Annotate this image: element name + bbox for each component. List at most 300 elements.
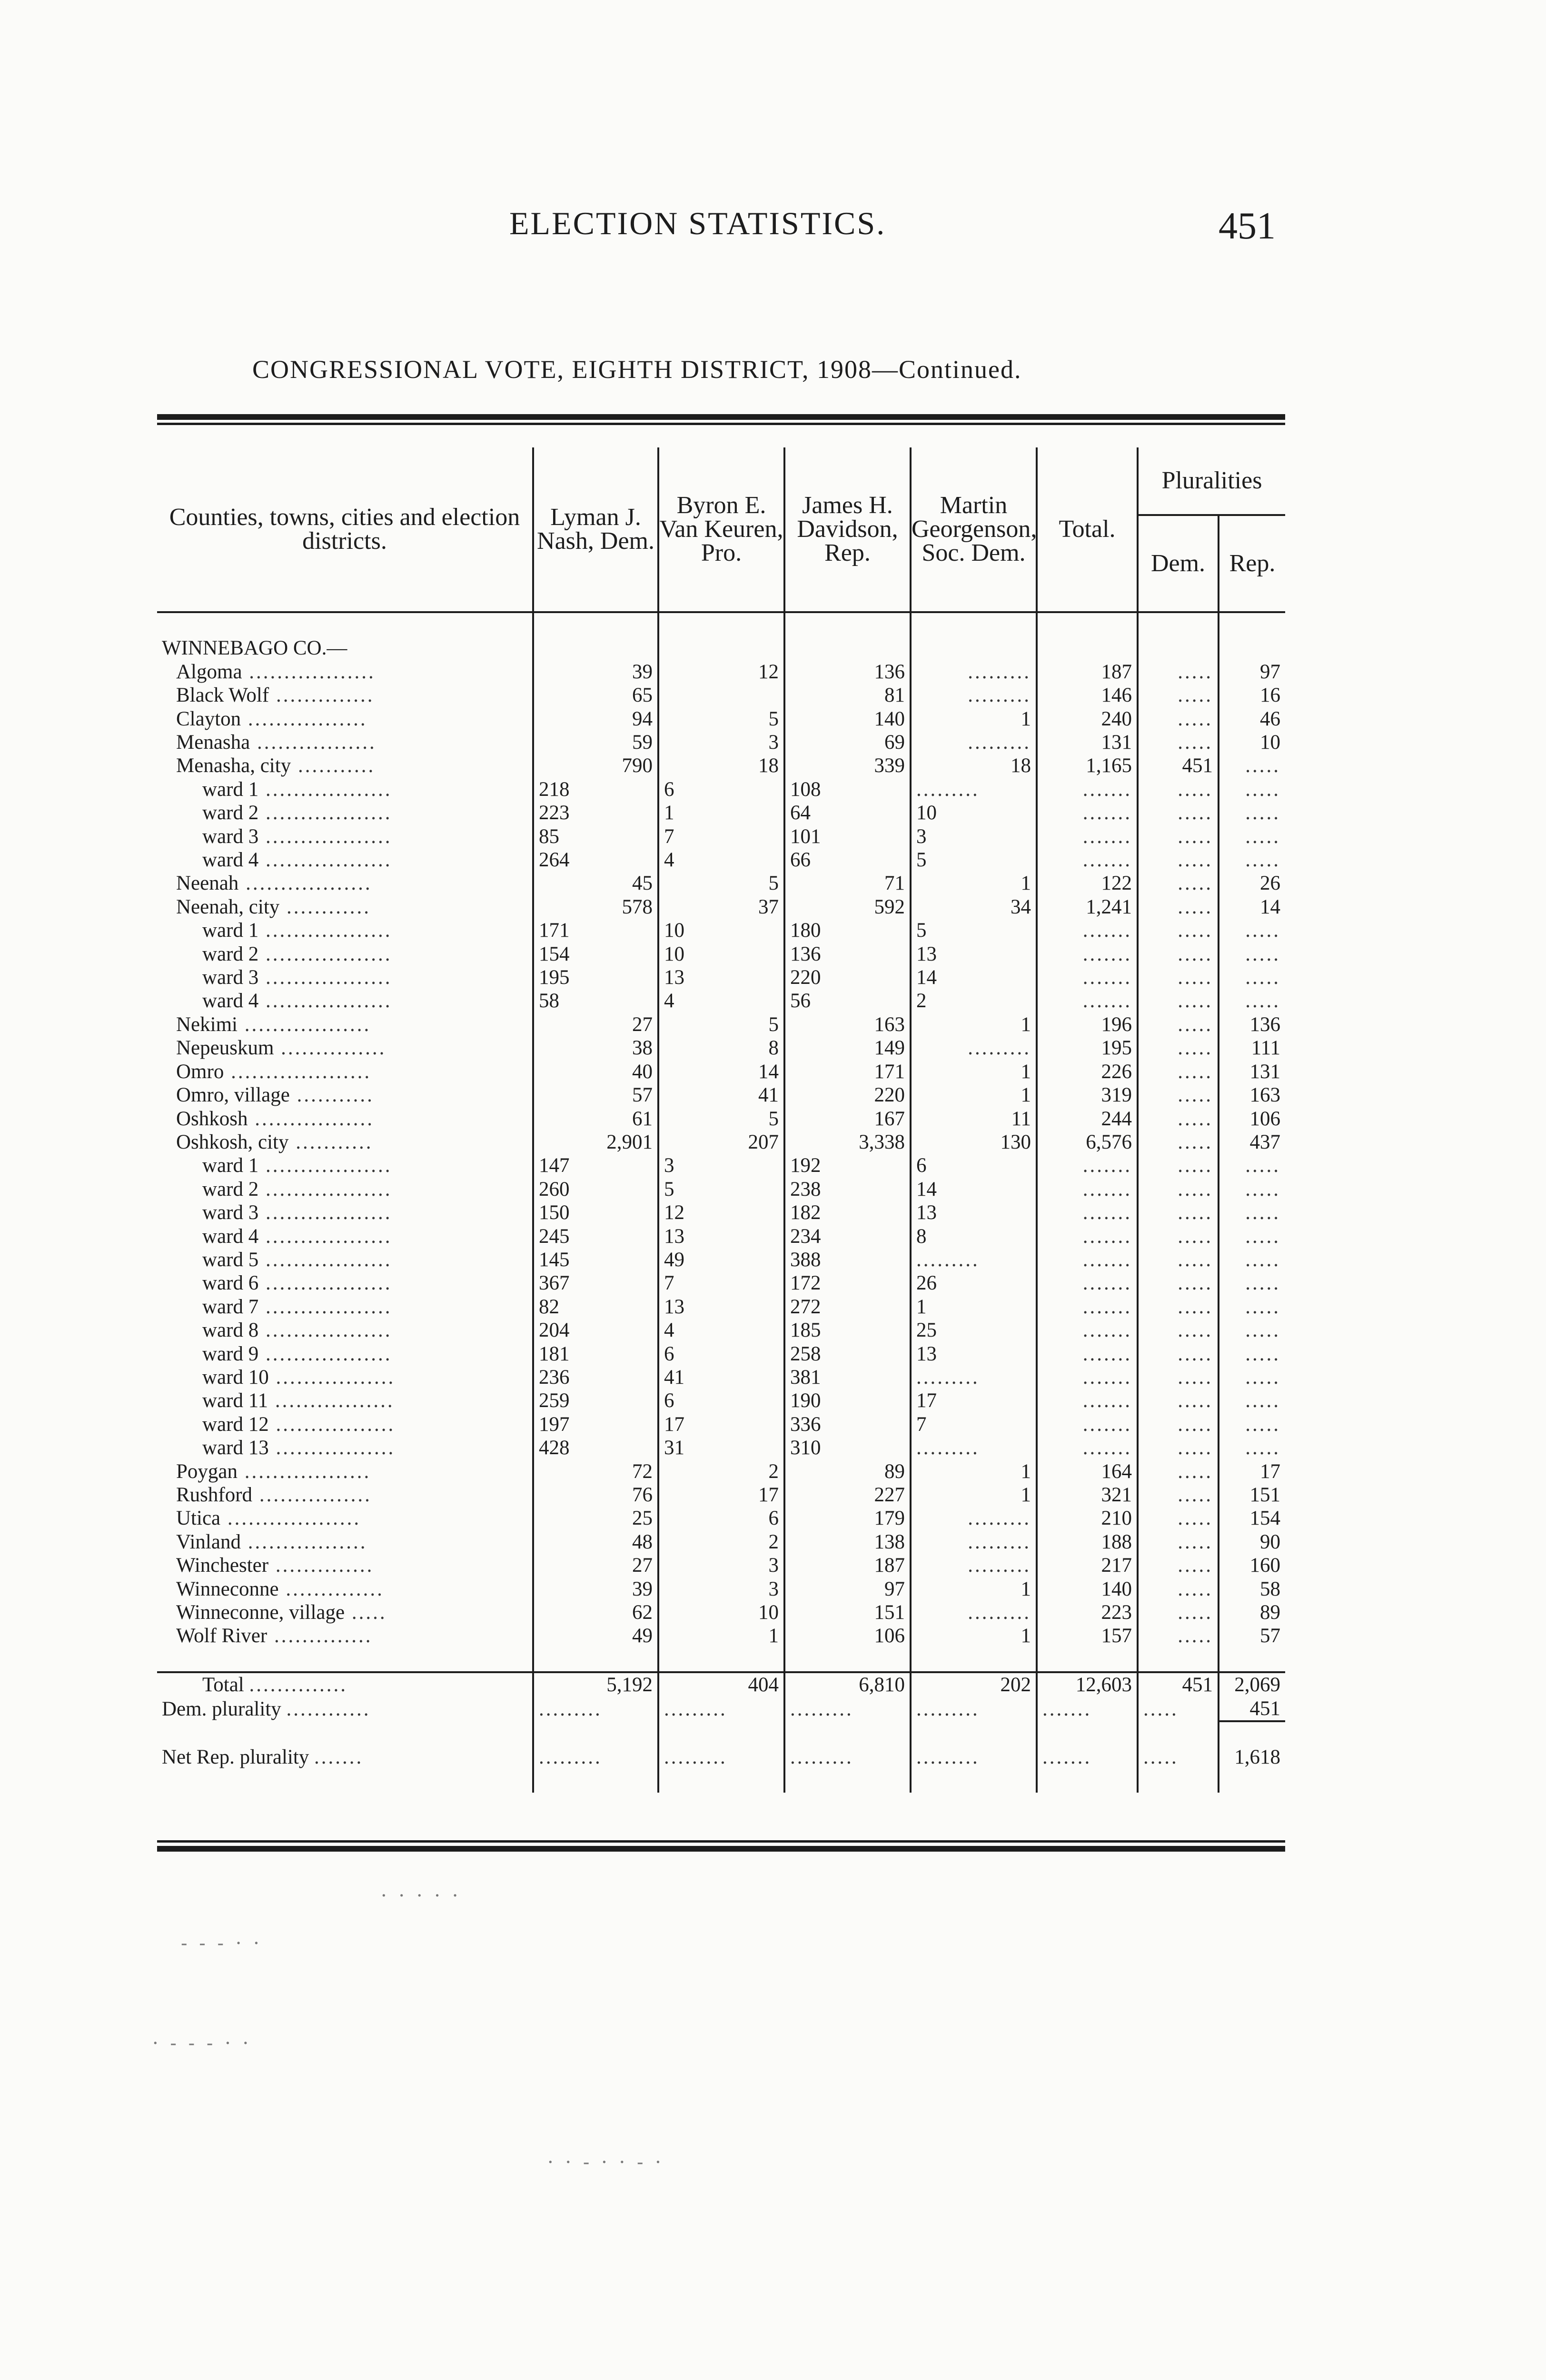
district-name bbox=[157, 1154, 533, 1177]
plurality-rep: 437 bbox=[1219, 1130, 1285, 1154]
plurality-dem: ..... bbox=[1138, 1130, 1219, 1154]
davidson-votes: 172 bbox=[784, 1271, 911, 1295]
district-name bbox=[157, 942, 533, 966]
van-keuren-votes: 37 bbox=[658, 895, 784, 919]
nash-votes: 197 bbox=[533, 1413, 658, 1436]
bottom-double-rule-2 bbox=[157, 1846, 1285, 1852]
plurality-dem: ..... bbox=[1138, 660, 1219, 684]
total-votes: ....... bbox=[1037, 1201, 1138, 1224]
table-row bbox=[157, 1107, 1285, 1130]
nash-votes: 150 bbox=[533, 1201, 658, 1224]
net-rep-plurality-value: 1,618 bbox=[1219, 1745, 1285, 1769]
table-row bbox=[157, 1248, 1285, 1271]
table-row bbox=[157, 731, 1285, 754]
davidson-votes: 163 bbox=[784, 1013, 911, 1036]
van-keuren-votes: 1 bbox=[658, 1624, 784, 1647]
plurality-dem: ..... bbox=[1138, 1319, 1219, 1342]
van-keuren-votes: 3 bbox=[658, 1154, 784, 1177]
nash-votes: 39 bbox=[533, 1577, 658, 1601]
district-name-text: Winneconne, village bbox=[176, 1601, 345, 1624]
nash-votes: 49 bbox=[533, 1624, 658, 1647]
scan-specks-4: · · - · · - · bbox=[547, 2152, 664, 2173]
nash-votes: 204 bbox=[533, 1319, 658, 1342]
van-keuren-votes: 17 bbox=[658, 1413, 784, 1436]
van-keuren-votes: 2 bbox=[658, 1460, 784, 1483]
district-name bbox=[157, 966, 533, 989]
plurality-rep: 97 bbox=[1219, 660, 1285, 684]
plurality-rep: 58 bbox=[1219, 1577, 1285, 1601]
davidson-votes: 56 bbox=[784, 989, 911, 1012]
plurality-rep: 10 bbox=[1219, 731, 1285, 754]
plurality-rep: ..... bbox=[1219, 1389, 1285, 1412]
leader-dots: .................. bbox=[258, 966, 392, 989]
davidson-votes: 81 bbox=[784, 684, 911, 707]
total-plurality-dem: 451 bbox=[1138, 1672, 1219, 1696]
van-keuren-header: Byron E. Van Keuren, Pro. bbox=[658, 447, 784, 611]
nash-votes: 62 bbox=[533, 1601, 658, 1624]
plurality-rep: 46 bbox=[1219, 707, 1285, 731]
davidson-votes: 69 bbox=[784, 731, 911, 754]
spacer-row bbox=[157, 612, 1285, 636]
top-double-rule-1 bbox=[157, 414, 1285, 420]
davidson-votes: 64 bbox=[784, 801, 911, 824]
plurality-rep-header: Rep. bbox=[1219, 515, 1285, 611]
total-votes: 240 bbox=[1037, 707, 1138, 731]
district-name bbox=[157, 684, 533, 707]
nash-votes: 260 bbox=[533, 1178, 658, 1201]
georgenson-votes: 1 bbox=[911, 872, 1037, 895]
georgenson-votes: 1 bbox=[911, 1083, 1037, 1107]
plurality-dem: ..... bbox=[1138, 966, 1219, 989]
scan-specks-2: - - - · · bbox=[181, 1933, 262, 1954]
district-name bbox=[157, 731, 533, 754]
leader-dots: ........... bbox=[288, 1130, 373, 1153]
table-row bbox=[157, 778, 1285, 801]
plurality-dem: ..... bbox=[1138, 1013, 1219, 1036]
leader-dots: .................. bbox=[258, 942, 392, 965]
total-votes: ....... bbox=[1037, 848, 1138, 872]
district-name-text: Algoma bbox=[176, 660, 242, 683]
van-keuren-votes: 17 bbox=[658, 1483, 784, 1507]
davidson-votes: 238 bbox=[784, 1178, 911, 1201]
district-name bbox=[157, 1507, 533, 1530]
district-name-text: ward 3 bbox=[202, 966, 259, 989]
table-body bbox=[157, 612, 1285, 1648]
plurality-dem: ..... bbox=[1138, 731, 1219, 754]
table-row bbox=[157, 895, 1285, 919]
leader-dots: .................. bbox=[258, 1342, 392, 1365]
nash-votes: 223 bbox=[533, 801, 658, 824]
nash-votes: 790 bbox=[533, 754, 658, 777]
plurality-rep: 154 bbox=[1219, 1507, 1285, 1530]
leader-dots: .................... bbox=[224, 1060, 372, 1083]
nash-votes: 428 bbox=[533, 1436, 658, 1459]
district-name-text: ward 9 bbox=[202, 1342, 259, 1365]
leader-dots: .................. bbox=[258, 1248, 392, 1271]
table-row bbox=[157, 1554, 1285, 1577]
gap-row bbox=[157, 1648, 1285, 1672]
van-keuren-votes: 1 bbox=[658, 801, 784, 824]
table-row bbox=[157, 1601, 1285, 1624]
leader-dots: ................. bbox=[240, 1530, 367, 1553]
bottom-double-rule-1 bbox=[157, 1840, 1285, 1843]
davidson-votes: 258 bbox=[784, 1342, 911, 1366]
davidson-votes: 136 bbox=[784, 942, 911, 966]
georgenson-votes: ......... bbox=[911, 778, 1037, 801]
georgenson-votes: 11 bbox=[911, 1107, 1037, 1130]
van-keuren-votes: 10 bbox=[658, 1601, 784, 1624]
plurality-dem: ..... bbox=[1138, 1366, 1219, 1389]
van-keuren-votes: 6 bbox=[658, 1507, 784, 1530]
davidson-votes: 185 bbox=[784, 1319, 911, 1342]
net-rep-plurality-row: Net Rep. plurality ....... ......... ......... ......... ......... ....... ..... 1,618 bbox=[157, 1745, 1285, 1769]
district-name bbox=[157, 1083, 533, 1107]
georgenson-votes: ......... bbox=[911, 1036, 1037, 1060]
georgenson-votes: 17 bbox=[911, 1389, 1037, 1412]
total-label-text: Total bbox=[202, 1674, 244, 1696]
table-row bbox=[157, 754, 1285, 777]
plurality-dem: ..... bbox=[1138, 848, 1219, 872]
district-name bbox=[157, 1601, 533, 1624]
district-name-text: ward 8 bbox=[202, 1319, 259, 1342]
total-votes: ....... bbox=[1037, 1295, 1138, 1319]
total-nash: 5,192 bbox=[533, 1672, 658, 1696]
davidson-votes: 339 bbox=[784, 754, 911, 777]
nash-votes: 57 bbox=[533, 1083, 658, 1107]
georgenson-votes: 7 bbox=[911, 1413, 1037, 1436]
nash-votes: 2,901 bbox=[533, 1130, 658, 1154]
district-name bbox=[157, 1107, 533, 1130]
georgenson-votes: 14 bbox=[911, 966, 1037, 989]
plurality-dem: ..... bbox=[1138, 942, 1219, 966]
van-keuren-votes: 5 bbox=[658, 707, 784, 731]
nash-votes: 195 bbox=[533, 966, 658, 989]
georgenson-votes: 5 bbox=[911, 848, 1037, 872]
davidson-votes: 220 bbox=[784, 966, 911, 989]
table-row bbox=[157, 1389, 1285, 1412]
plurality-rep: 16 bbox=[1219, 684, 1285, 707]
van-keuren-votes: 31 bbox=[658, 1436, 784, 1459]
plurality-rep: 17 bbox=[1219, 1460, 1285, 1483]
nash-votes: 145 bbox=[533, 1248, 658, 1271]
table-row bbox=[157, 801, 1285, 824]
van-keuren-votes: 7 bbox=[658, 825, 784, 848]
leader-dots: .............. bbox=[267, 1625, 373, 1647]
dem-plurality-label: Dem. plurality ............ bbox=[162, 1697, 371, 1720]
total-label: Total .............. bbox=[157, 1672, 533, 1696]
plurality-dem: ..... bbox=[1138, 1271, 1219, 1295]
plurality-rep: ..... bbox=[1219, 1366, 1285, 1389]
table-row bbox=[157, 684, 1285, 707]
plurality-rep: 90 bbox=[1219, 1530, 1285, 1554]
total-votes: ....... bbox=[1037, 825, 1138, 848]
leader-dots: ................ bbox=[252, 1484, 372, 1507]
district-name-text: Neenah bbox=[176, 872, 239, 895]
georgenson-votes: 10 bbox=[911, 801, 1037, 824]
page-number: 451 bbox=[1219, 205, 1276, 247]
georgenson-votes: ......... bbox=[911, 1507, 1037, 1530]
district-header: Counties, towns, cities and election districts. bbox=[169, 504, 520, 555]
plurality-dem: ..... bbox=[1138, 1295, 1219, 1319]
table-row bbox=[157, 1342, 1285, 1366]
table-row bbox=[157, 919, 1285, 942]
total-votes: ....... bbox=[1037, 1248, 1138, 1271]
table-row bbox=[157, 1295, 1285, 1319]
nash-votes: 72 bbox=[533, 1460, 658, 1483]
district-name bbox=[157, 1036, 533, 1060]
plurality-rep: 89 bbox=[1219, 1601, 1285, 1624]
davidson-votes: 89 bbox=[784, 1460, 911, 1483]
georgenson-votes: ......... bbox=[911, 1530, 1037, 1554]
district-name bbox=[157, 1413, 533, 1436]
district-name-text: ward 2 bbox=[202, 802, 259, 824]
table-row bbox=[157, 1624, 1285, 1647]
plurality-rep: 136 bbox=[1219, 1013, 1285, 1036]
vote-table bbox=[157, 447, 1285, 1793]
davidson-votes: 336 bbox=[784, 1413, 911, 1436]
plurality-dem: ..... bbox=[1138, 1154, 1219, 1177]
district-name-text: ward 1 bbox=[202, 778, 259, 801]
georgenson-votes: ......... bbox=[911, 1601, 1037, 1624]
total-votes: 244 bbox=[1037, 1107, 1138, 1130]
van-keuren-votes: 6 bbox=[658, 1389, 784, 1412]
van-keuren-votes: 6 bbox=[658, 1342, 784, 1366]
total-votes: ....... bbox=[1037, 1366, 1138, 1389]
district-name bbox=[157, 848, 533, 872]
leader-dots: .............. bbox=[269, 684, 375, 707]
dem-plurality-value: 451 bbox=[1219, 1697, 1285, 1721]
nash-votes: 65 bbox=[533, 684, 658, 707]
plurality-dem: ..... bbox=[1138, 1577, 1219, 1601]
georgenson-votes: 130 bbox=[911, 1130, 1037, 1154]
total-votes: ....... bbox=[1037, 801, 1138, 824]
total-votes: ....... bbox=[1037, 1319, 1138, 1342]
plurality-rep: ..... bbox=[1219, 919, 1285, 942]
total-votes: 157 bbox=[1037, 1624, 1138, 1647]
total-votes: ....... bbox=[1037, 1178, 1138, 1201]
plurality-rep: ..... bbox=[1219, 989, 1285, 1012]
gap-row-2 bbox=[157, 1721, 1285, 1745]
plurality-dem: ..... bbox=[1138, 1530, 1219, 1554]
georgenson-header: Martin Georgenson, Soc. Dem. bbox=[911, 447, 1037, 611]
davidson-votes: 179 bbox=[784, 1507, 911, 1530]
georgenson-votes: ......... bbox=[911, 1248, 1037, 1271]
plurality-dem: ..... bbox=[1138, 1389, 1219, 1412]
district-name-text: Clayton bbox=[176, 707, 241, 730]
table-row bbox=[157, 1225, 1285, 1248]
table-row bbox=[157, 1013, 1285, 1036]
plurality-dem: ..... bbox=[1138, 1507, 1219, 1530]
total-votes: 140 bbox=[1037, 1577, 1138, 1601]
nash-votes: 82 bbox=[533, 1295, 658, 1319]
leader-dots: ................. bbox=[268, 1437, 396, 1459]
total-votes: 122 bbox=[1037, 872, 1138, 895]
nash-votes: 94 bbox=[533, 707, 658, 731]
plurality-rep: ..... bbox=[1219, 1413, 1285, 1436]
table-row bbox=[157, 1130, 1285, 1154]
pluralities-header: Pluralities bbox=[1138, 447, 1285, 515]
total-votes: 223 bbox=[1037, 1601, 1138, 1624]
leader-dots: ..... bbox=[345, 1601, 387, 1624]
plurality-dem: ..... bbox=[1138, 1083, 1219, 1107]
table-row bbox=[157, 966, 1285, 989]
table-row bbox=[157, 848, 1285, 872]
district-name bbox=[157, 1577, 533, 1601]
district-name bbox=[157, 778, 533, 801]
plurality-dem: ..... bbox=[1138, 895, 1219, 919]
total-votes: ....... bbox=[1037, 1342, 1138, 1366]
davidson-votes: 106 bbox=[784, 1624, 911, 1647]
plurality-rep: ..... bbox=[1219, 801, 1285, 824]
district-name bbox=[157, 1389, 533, 1412]
district-name bbox=[157, 1460, 533, 1483]
district-name bbox=[157, 1530, 533, 1554]
total-votes: ....... bbox=[1037, 942, 1138, 966]
plurality-rep: ..... bbox=[1219, 754, 1285, 777]
nash-votes: 58 bbox=[533, 989, 658, 1012]
georgenson-votes: ......... bbox=[911, 660, 1037, 684]
davidson-votes: 272 bbox=[784, 1295, 911, 1319]
georgenson-votes: 1 bbox=[911, 1060, 1037, 1083]
district-name-text: ward 7 bbox=[202, 1295, 259, 1318]
net-rep-plurality-text: Net Rep. plurality bbox=[162, 1746, 309, 1769]
district-name-text: ward 2 bbox=[202, 1178, 259, 1200]
district-name bbox=[157, 1201, 533, 1224]
leader-dots: .................. bbox=[258, 1272, 392, 1295]
net-rep-plurality-label: Net Rep. plurality ....... bbox=[162, 1746, 364, 1769]
district-name-text: Menasha, city bbox=[176, 754, 291, 777]
total-votes: 321 bbox=[1037, 1483, 1138, 1507]
van-keuren-votes bbox=[658, 684, 784, 707]
davidson-votes: 190 bbox=[784, 1389, 911, 1412]
van-keuren-votes: 2 bbox=[658, 1530, 784, 1554]
georgenson-votes: ......... bbox=[911, 1436, 1037, 1459]
leader-dots: .................. bbox=[258, 825, 392, 848]
district-name-text: Black Wolf bbox=[176, 684, 269, 707]
table-row bbox=[157, 1577, 1285, 1601]
davidson-votes: 227 bbox=[784, 1483, 911, 1507]
nash-votes: 45 bbox=[533, 872, 658, 895]
table-row bbox=[157, 942, 1285, 966]
total-votes: ....... bbox=[1037, 1436, 1138, 1459]
table-row bbox=[157, 1178, 1285, 1201]
georgenson-votes: 1 bbox=[911, 1577, 1037, 1601]
total-votes: 217 bbox=[1037, 1554, 1138, 1577]
nash-votes: 147 bbox=[533, 1154, 658, 1177]
district-name-text: ward 1 bbox=[202, 919, 259, 942]
plurality-rep: ..... bbox=[1219, 1436, 1285, 1459]
nash-votes: 27 bbox=[533, 1013, 658, 1036]
table-row bbox=[157, 1507, 1285, 1530]
total-total: 12,603 bbox=[1037, 1672, 1138, 1696]
district-name-text: Winneconne bbox=[176, 1577, 279, 1600]
georgenson-votes: ......... bbox=[911, 684, 1037, 707]
davidson-votes: 136 bbox=[784, 660, 911, 684]
davidson-votes: 381 bbox=[784, 1366, 911, 1389]
leader-dots: .................. bbox=[258, 1201, 392, 1224]
georgenson-votes: 25 bbox=[911, 1319, 1037, 1342]
total-votes: ....... bbox=[1037, 1271, 1138, 1295]
georgenson-votes: 3 bbox=[911, 825, 1037, 848]
leader-dots: .................. bbox=[258, 1319, 392, 1342]
plurality-dem: ..... bbox=[1138, 801, 1219, 824]
total-votes: 131 bbox=[1037, 731, 1138, 754]
georgenson-votes: ......... bbox=[911, 1366, 1037, 1389]
district-name bbox=[157, 1178, 533, 1201]
table-row bbox=[157, 1460, 1285, 1483]
district-name-text: ward 6 bbox=[202, 1272, 259, 1295]
district-name bbox=[157, 660, 533, 684]
georgenson-votes: 1 bbox=[911, 1483, 1037, 1507]
georgenson-votes: 14 bbox=[911, 1178, 1037, 1201]
page-header bbox=[0, 205, 1546, 257]
district-name-text: Oshkosh, city bbox=[176, 1130, 289, 1153]
district-name bbox=[157, 1013, 533, 1036]
table-row bbox=[157, 1201, 1285, 1224]
van-keuren-votes: 12 bbox=[658, 660, 784, 684]
leader-dots: .................. bbox=[258, 1295, 392, 1318]
georgenson-votes: 1 bbox=[911, 1013, 1037, 1036]
davidson-votes: 182 bbox=[784, 1201, 911, 1224]
plurality-rep: ..... bbox=[1219, 942, 1285, 966]
plurality-dem: ..... bbox=[1138, 1225, 1219, 1248]
davidson-header: James H. Davidson, Rep. bbox=[784, 447, 911, 611]
leader-dots: ................. bbox=[268, 1413, 396, 1436]
plurality-dem: ..... bbox=[1138, 989, 1219, 1012]
van-keuren-votes: 5 bbox=[658, 1178, 784, 1201]
table-row bbox=[157, 1060, 1285, 1083]
nash-votes: 218 bbox=[533, 778, 658, 801]
davidson-votes: 97 bbox=[784, 1577, 911, 1601]
van-keuren-votes: 3 bbox=[658, 1577, 784, 1601]
nash-votes: 76 bbox=[533, 1483, 658, 1507]
plurality-dem: ..... bbox=[1138, 1060, 1219, 1083]
plurality-rep: ..... bbox=[1219, 1178, 1285, 1201]
total-votes: ....... bbox=[1037, 989, 1138, 1012]
plurality-dem: ..... bbox=[1138, 707, 1219, 731]
davidson-votes: 108 bbox=[784, 778, 911, 801]
leader-dots: ........... bbox=[291, 754, 376, 777]
plurality-rep: ..... bbox=[1219, 1319, 1285, 1342]
district-name bbox=[157, 1271, 533, 1295]
davidson-votes: 138 bbox=[784, 1530, 911, 1554]
van-keuren-votes: 10 bbox=[658, 919, 784, 942]
district-name bbox=[157, 1483, 533, 1507]
table-row bbox=[157, 1366, 1285, 1389]
plurality-dem: ..... bbox=[1138, 1624, 1219, 1647]
van-keuren-votes: 13 bbox=[658, 966, 784, 989]
georgenson-votes: 1 bbox=[911, 707, 1037, 731]
georgenson-votes: 5 bbox=[911, 919, 1037, 942]
district-name bbox=[157, 1295, 533, 1319]
total-header: Total. bbox=[1037, 447, 1138, 611]
plurality-rep: ..... bbox=[1219, 1295, 1285, 1319]
van-keuren-votes: 13 bbox=[658, 1295, 784, 1319]
gap-row-3 bbox=[157, 1769, 1285, 1793]
district-name bbox=[157, 919, 533, 942]
nash-votes: 38 bbox=[533, 1036, 658, 1060]
plurality-dem-header: Dem. bbox=[1138, 515, 1219, 611]
davidson-votes: 592 bbox=[784, 895, 911, 919]
plurality-rep: ..... bbox=[1219, 1271, 1285, 1295]
davidson-votes: 192 bbox=[784, 1154, 911, 1177]
table-caption: CONGRESSIONAL VOTE, EIGHTH DISTRICT, 1908—Continued. bbox=[252, 355, 1022, 384]
table-row bbox=[157, 872, 1285, 895]
nash-votes: 85 bbox=[533, 825, 658, 848]
plurality-rep: 131 bbox=[1219, 1060, 1285, 1083]
table-row bbox=[157, 707, 1285, 731]
table-row bbox=[157, 1271, 1285, 1295]
